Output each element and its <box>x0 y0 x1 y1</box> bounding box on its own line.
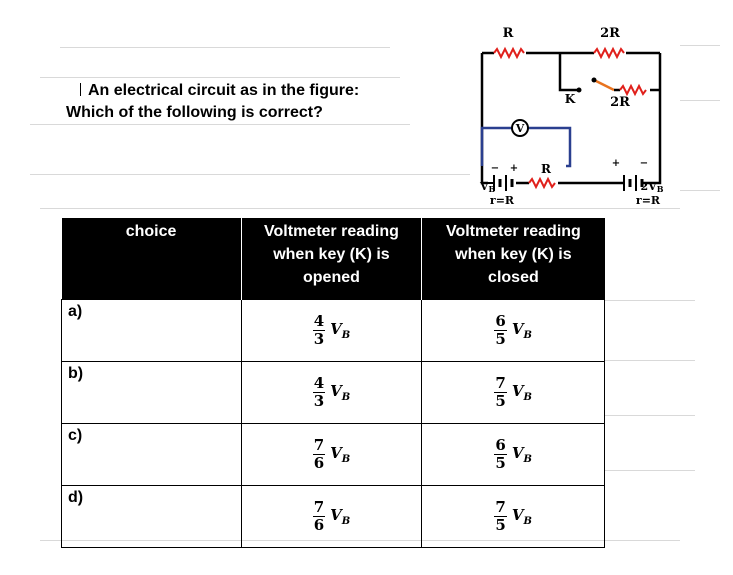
label-r-top: R <box>502 26 514 41</box>
answer-closed: $\frac{7}{5}$ $V_B$ <box>495 374 532 410</box>
choice-label[interactable]: c) <box>62 424 242 486</box>
resistor-2r-top <box>594 49 624 57</box>
table-row[interactable] <box>62 424 605 486</box>
answer-table <box>61 218 605 548</box>
label-battery-left-r: r=R <box>489 194 515 207</box>
label-battery-left: VB <box>480 180 496 194</box>
header-opened: Voltmeter reading when key (K) is opened <box>241 218 422 300</box>
resistor-r-top <box>494 49 524 57</box>
answer-closed: $\frac{7}{5}$ $V_B$ <box>495 498 532 534</box>
question-line-2: Which of the following is correct? <box>66 104 323 121</box>
table-row[interactable] <box>62 486 605 548</box>
resistor-2r-mid <box>620 86 646 94</box>
label-battery-right: 2VB <box>640 180 664 194</box>
label-battery-right-r: r=R <box>635 194 661 207</box>
answer-opened: $\frac{7}{6}$ $V_B$ <box>313 498 351 534</box>
answer-opened: $\frac{4}{3}$ $V_B$ <box>313 374 351 410</box>
voltmeter-label: V <box>515 122 525 135</box>
table-row[interactable] <box>62 362 605 424</box>
choice-label[interactable]: d) <box>62 486 242 548</box>
label-key: K <box>564 92 576 106</box>
label-2r-mid: 2R <box>610 95 630 110</box>
label-plus-left: + <box>509 163 519 174</box>
question-text <box>66 80 396 124</box>
choice-label[interactable]: a) <box>62 300 242 362</box>
battery-right-icon <box>624 175 642 191</box>
table-row[interactable] <box>62 300 605 362</box>
question-line-1: An electrical circuit as in the figure: <box>88 82 360 99</box>
answer-opened: $\frac{7}{6}$ $V_B$ <box>313 436 351 472</box>
label-plus-right: + <box>611 158 621 169</box>
label-minus-right: − <box>639 158 649 169</box>
resistor-r-mid <box>529 179 555 187</box>
circuit-diagram <box>474 18 684 208</box>
choice-label[interactable]: b) <box>62 362 242 424</box>
label-minus-left: − <box>490 163 500 174</box>
label-2r-top: 2R <box>600 26 620 41</box>
header-choice: choice <box>62 218 242 300</box>
answer-closed: $\frac{6}{5}$ $V_B$ <box>495 436 532 472</box>
label-r-mid: R <box>541 162 551 176</box>
answer-closed: $\frac{6}{5}$ $V_B$ <box>495 312 532 348</box>
header-closed: Voltmeter reading when key (K) is closed <box>422 218 605 300</box>
answer-opened: $\frac{4}{3}$ $V_B$ <box>313 312 351 348</box>
